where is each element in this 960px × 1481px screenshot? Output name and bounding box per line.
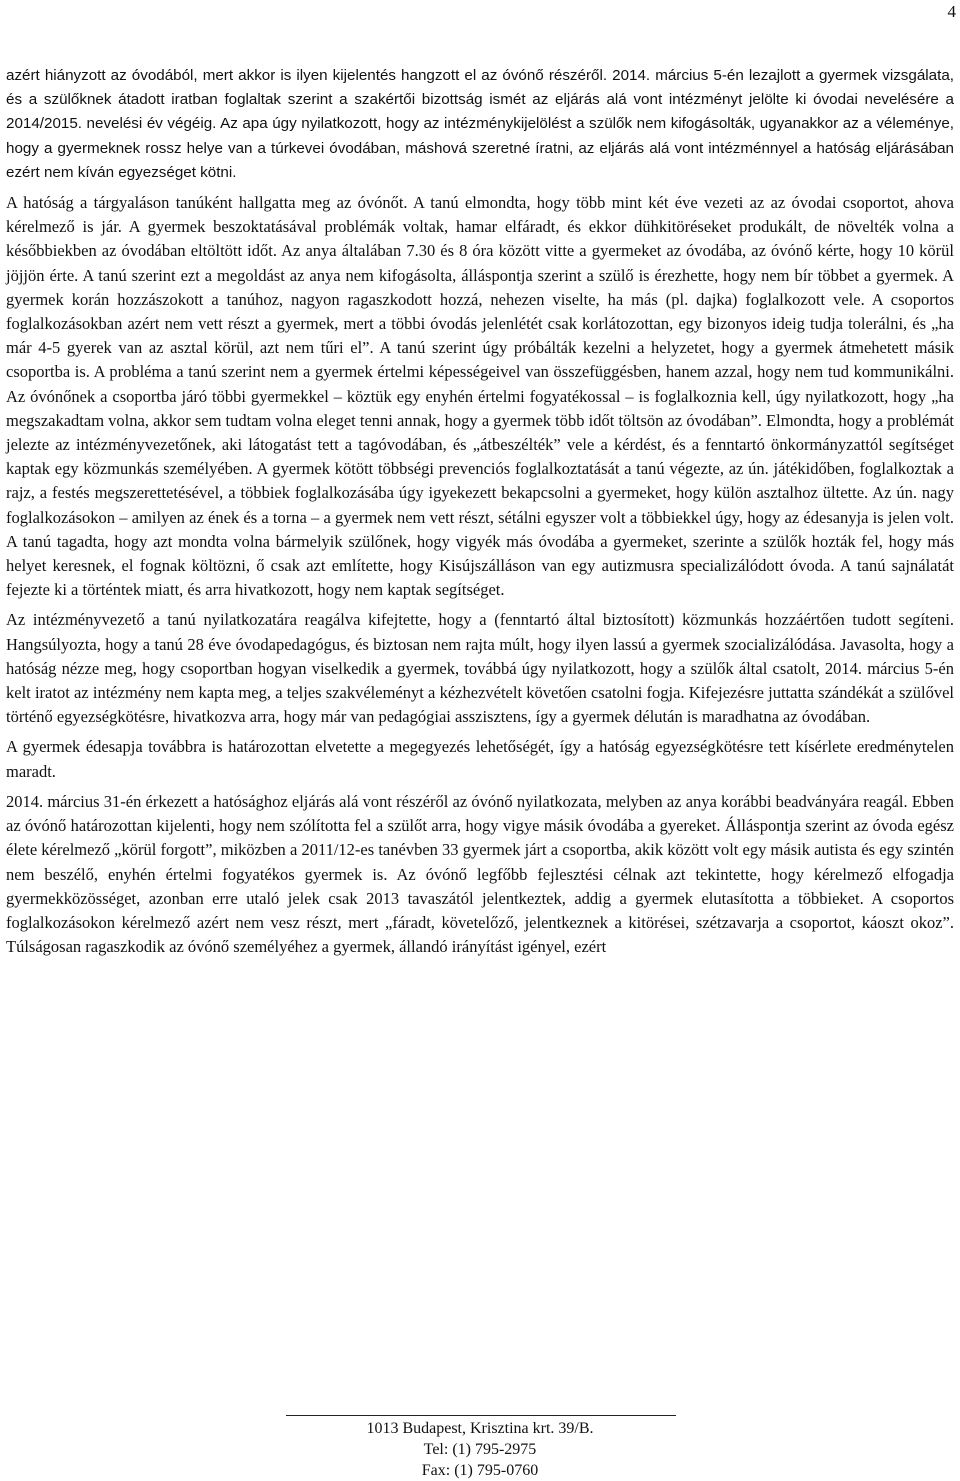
paragraph-4: A gyermek édesapja továbbra is határozottan elvetette a megegyezés lehetőségét, így a hatóság egyezségkötésre tett kísérlete eredménytelen maradt. — [6, 737, 954, 781]
footer-phone: Tel: (1) 795-2975 — [423, 1441, 537, 1458]
footer-divider — [286, 1415, 676, 1416]
footer-fax: Fax: (1) 795-0760 — [421, 1462, 539, 1479]
paragraph-2: A hatóság a tárgyaláson tanúként hallgatta meg az óvónőt. A tanú elmondta, hogy több mint két éve vezeti az az óvodai csoportot, ahova kérelmező is jár. A gyermek beszoktatásával problémák voltak, hamar elfáradt, és ekkor dühkitöréseket produkált, de növelték volna a későbbiekben az óvodában eltöltött időt. Az anya általában 7.30 és 8 óra között vitte a gyermeket az óvodába, az óvónő kérte, hogy 10 körül jöjjön érte. A tanú szerint ezt a megoldást az anya nem kifogásolta, álláspontja szerint a szülő is érezhette, hogy nem bír többet a gyermek. A gyermek korán hozzászokott a tanúhoz, nagyon ragaszkodott hozzá, nehezen viselte, ha más (pl. dajka) foglalkozott vele. A csoportos foglalkozásokban azért nem vett részt a gyermek, mert a többi óvodás jelenlétét csak korlátozottan, egy bizonyos ideig tudja tolerálni, és „ha már 4-5 gyerek van az asztal körül, azt nem tűri el”. A tanú szerint úgy próbálták kezelni a helyzetet, hogy a gyermek átmehetett másik csoportba is. A probléma a tanú szerint nem a gyermek értelmi képességeivel van összefüggésben, hanem azzal, hogy nem tud kommunikálni. Az óvónőnek a csoportba járó többi gyermekkel – köztük egy enyhén értelmi fogyatékossal – is foglalkoznia kell, úgy nyilatkozott, hogy „ha megszakadtam volna, akkor sem tudtam volna eleget tenni annak, hogy a gyermek több időt töltsön az óvodában”. Elmondta, hogy a problémát jelezte az intézményvezetőnek, aki látogatást tett a tagóvodában, és „átbeszélték” vele a kérdést, és a fenntartó önkormányzattól segítséget kaptak egy közmunkás személyében. A gyermek kötött többségi prevenciós foglalkoztatását a tanú végezte, az ún. játékidőben, foglalkoztak a rajz, a festés megszerettetésével, a többiek foglalkozásába úgy igyekezett bekapcsolni a gyermeket, hogy külön asztalhoz ültette. Az ún. nagy foglalkozásokon – amilyen az ének és a torna – a gyermek nem vett részt, sétálni egyszer volt a többiekkel úgy, hogy az édesanyja is jelen volt. A tanú tagadta, hogy azt mondta volna bármelyik szülőnek, hogy vigyék más óvodába a gyermeket, szerinte a szülők hozták fel, hogy más helyet keresnek, el fognak költözni, ő csak azt említette, hogy Kisújszálláson van egy autizmusra specializálódott óvoda. A tanú sajnálatát fejezte ki a történtek miatt, és arra hivatkozott, hogy nem kaptak segítséget. — [6, 193, 954, 600]
footer — [0, 1418, 960, 1481]
paragraph-5: 2014. március 31-én érkezett a hatósághoz eljárás alá vont részéről az óvónő nyilatkozata, melyben az anya korábbi beadványára reagál. Ebben az óvónő határozottan kijelenti, hogy nem szólította fel a szülőt arra, hogy vigye másik óvodába a gyereket. Álláspontja szerint az óvoda egész élete kérelmező „körül forgott”, miközben a 2011/12-es tanévben 33 gyermek járt a csoportba, akik között volt egy másik autista és egy szintén nem beszélő, enyhén értelmi fogyatékos gyermek is. Az óvónő legfőbb fejlesztési célnak azt tekintette, hogy kérelmező elfogadja gyermekközösséget, azonban erre utaló jelek csak 2013 tavaszától jelentkeztek, addig a gyermek elutasította a többieket. A csoportos foglalkozásokon kérelmező azért nem vesz részt, mert „fáradt, követelőző, jelentkeznek a kitörései, szétzavarja a csoportot, káoszt okoz”. Túlságosan ragaszkodik az óvónő személyéhez a gyermek, állandó irányítást igényel, ezért — [6, 791, 954, 957]
footer-address: 1013 Budapest, Krisztina krt. 39/B. — [366, 1420, 594, 1437]
paragraph-1: azért hiányzott az óvodából, mert akkor is ilyen kijelentés hangzott el az óvónő részéről. 2014. március 5-én lezajlott a gyermek vizsgálata, és a szülőknek átadott iratban foglaltak szerint a szakértői bizottság ismét az eljárás alá vont intézményt jelölte ki óvodai nevelésére a 2014/2015. nevelési év végéig. Az apa úgy nyilatkozott, hogy az intézménykijelölést a szülők nem kifogásolták, ugyanakkor az a véleménye, hogy a gyermeknek rossz helye van a túrkevei óvodában, máshová szeretné íratni, az eljárás alá vont intézménnyel a hatóság eljárásában ezért nem kíván egyezséget kötni. — [6, 67, 954, 181]
page-number: 4 — [947, 2, 956, 21]
paragraph-3: Az intézményvezető a tanú nyilatkozatára reagálva kifejtette, hogy a (fenntartó által biztosított) közmunkás hozzáértően tudott segíteni. Hangsúlyozta, hogy a tanú 28 éve óvodapedagógus, és biztosan nem rajta múlt, hogy ilyen lassú a gyermek szocializálódása. Javasolta, hogy a hatóság nézze meg, hogy csoportban hogyan viselkedik a gyermek, továbbá úgy nyilatkozott, hogy a szülők által csatolt, 2014. március 5-én kelt iratot az intézmény nem kapta meg, a teljes szakvéleményt a kézhezvételt követően csatolni fogja. Kifejezésre juttatta szándékát a szülővel történő egyezségkötésre, hivatkozva arra, hogy már van pedagógiai asszisztens, így a gyermek délután is maradhatna az óvodában. — [6, 610, 954, 727]
document-body — [6, 64, 954, 965]
